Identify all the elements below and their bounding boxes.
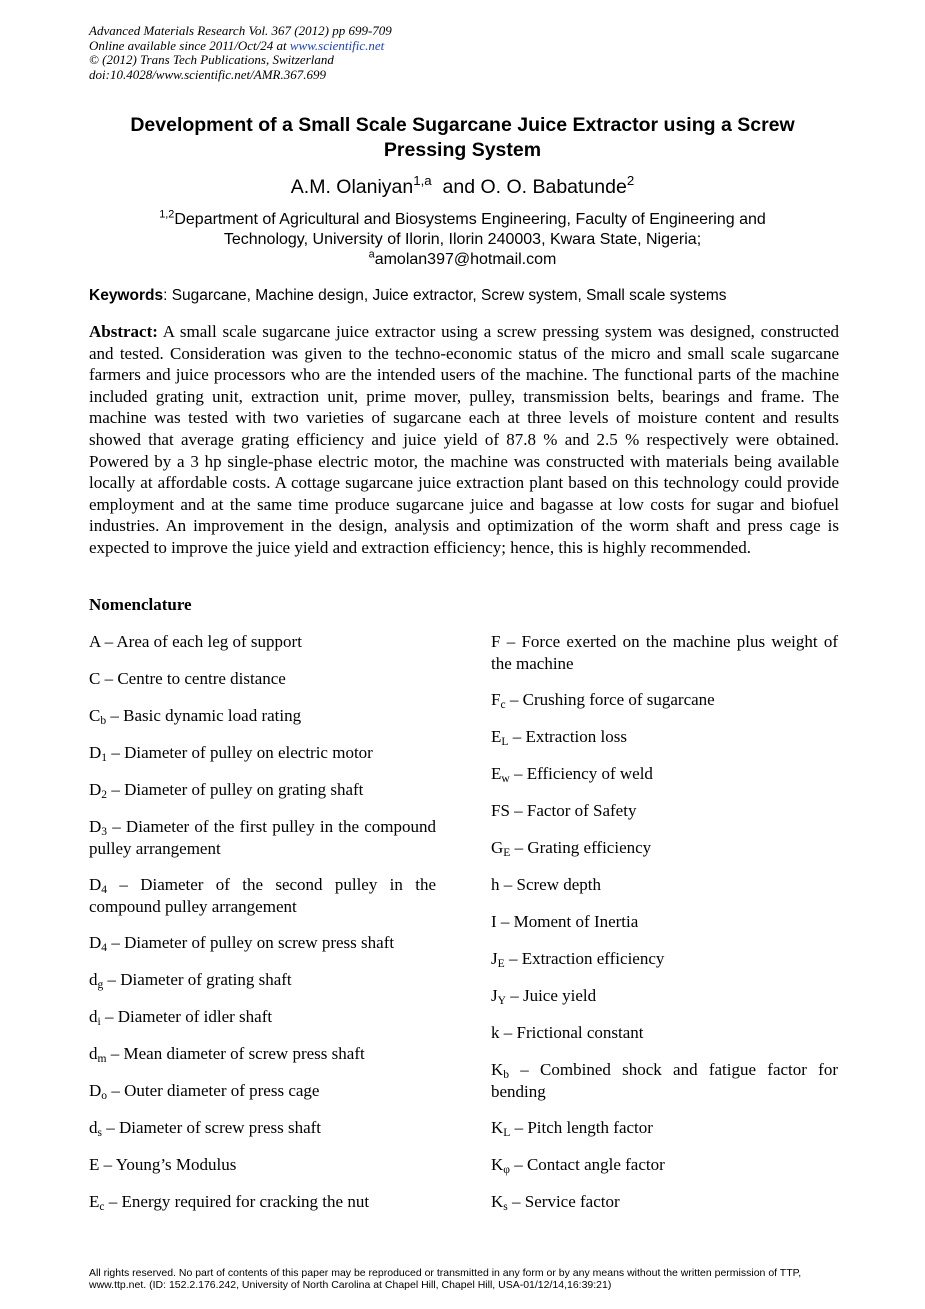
author-email[interactable]: amolan397@hotmail.com (374, 251, 557, 268)
journal-citation: Advanced Materials Research Vol. 367 (2012) pp 699-709 (89, 23, 392, 38)
online-availability (89, 39, 392, 54)
nomenclature-subscript: s (97, 1125, 102, 1139)
nomenclature-entry (89, 742, 436, 764)
nomenclature-symbol: I (491, 912, 497, 931)
nomenclature-entry (491, 948, 838, 970)
nomenclature-entry (491, 726, 838, 748)
nomenclature-entry (491, 985, 838, 1007)
nomenclature-description: – Diameter of pulley on grating shaft (107, 780, 364, 799)
keywords-label: Keywords (89, 287, 164, 304)
keywords (89, 286, 726, 306)
nomenclature-symbol: D (89, 817, 102, 836)
nomenclature-description: – Area of each leg of support (100, 632, 302, 651)
nomenclature-symbol: d (89, 1044, 98, 1063)
nomenclature-subscript: c (500, 697, 506, 711)
nomenclature-entry (491, 1117, 838, 1139)
nomenclature-entry (89, 705, 436, 727)
paper-title-line-2: Pressing System (383, 139, 542, 161)
publisher-link[interactable]: www.scientific.net (289, 37, 385, 53)
author-2-affiliation-mark: 2 (626, 173, 635, 189)
doi-line: doi:10.4028/www.scientific.net/AMR.367.699 (89, 66, 326, 82)
nomenclature-symbol: E (89, 1155, 100, 1174)
nomenclature-symbol: K (491, 1118, 504, 1137)
nomenclature-subscript: L (503, 1125, 511, 1139)
nomenclature-entry (89, 779, 436, 801)
nomenclature-description: – Frictional constant (499, 1023, 644, 1042)
nomenclature-description: – Diameter of screw press shaft (102, 1118, 322, 1137)
nomenclature-description: – Moment of Inertia (496, 912, 639, 931)
nomenclature-symbol: E (491, 727, 502, 746)
author-list (0, 174, 925, 200)
nomenclature-symbol: A (89, 632, 101, 651)
author-1-name: A.M. Olaniyan (290, 176, 414, 198)
nomenclature-entry (89, 1043, 436, 1065)
nomenclature-subscript: b (503, 1067, 510, 1081)
abstract-text: A small scale sugarcane juice extractor using a screw pressing system was designed, constructed and tested. Consideration was given to the techno-economic status of the micro and small scale sugarcane farmers and juice processors who are the intended users of the machine. The functional parts of the machine included grating unit, extraction unit, prime mover, pulley, transmission belts, bearings and frame. The machine was tested with two varieties of sugarcane each at three levels of moisture content and results showed that average grating efficiency and juice yield of 87.8 % and 2.5 % respectively were obtained. Powered by a 3 hp single-phase electric motor, the machine was constructed with materials being available locally at affordable costs. A cottage sugarcane juice extraction plant based on this technology could provide employment and at the same time produce sugarcane juice and bagasse at low costs for sugar and biofuel industries. An improvement in the design, analysis and optimization of the worm shaft and press cage is expected to improve the juice yield and extraction efficiency; hence, this is highly recommended. (89, 322, 840, 557)
nomenclature-entry (491, 1059, 838, 1103)
nomenclature-symbol: FS (491, 801, 510, 820)
nomenclature-description: – Efficiency of weld (509, 764, 653, 783)
nomenclature-subscript: Y (497, 993, 506, 1007)
nomenclature-entry (89, 631, 436, 653)
nomenclature-symbol: D (89, 743, 102, 762)
nomenclature-entry (491, 631, 838, 675)
nomenclature-entry (89, 874, 436, 918)
copyright-line: © (2012) Trans Tech Publications, Switzerland (89, 52, 334, 67)
nomenclature-description: – Diameter of grating shaft (103, 970, 292, 989)
nomenclature-entry (89, 1191, 436, 1213)
nomenclature-entry (89, 668, 436, 690)
nomenclature-subscript: E (503, 845, 511, 859)
nomenclature-description: – Diameter of idler shaft (100, 1007, 273, 1026)
nomenclature-symbol: C (89, 706, 101, 725)
nomenclature-symbol: K (491, 1060, 504, 1079)
nomenclature-entry (89, 1006, 436, 1028)
nomenclature-description: – Factor of Safety (509, 801, 637, 820)
nomenclature-symbol: D (89, 780, 102, 799)
nomenclature-subscript: 2 (101, 787, 108, 801)
nomenclature-symbol: k (491, 1023, 500, 1042)
nomenclature-description: – Extraction loss (508, 727, 627, 746)
nomenclature-symbol: E (491, 764, 502, 783)
nomenclature-description: – Contact angle factor (509, 1155, 665, 1174)
nomenclature-subscript: o (101, 1088, 108, 1102)
nomenclature-symbol: d (89, 970, 98, 989)
affiliation-line-2: Technology, University of Ilorin, Ilorin 240003, Kwara State, Nigeria; (223, 231, 702, 248)
author-2-name: and O. O. Babatunde (442, 176, 627, 198)
nomenclature-description: – Force exerted on the machine plus weight of the machine (491, 632, 838, 673)
nomenclature-subscript: i (97, 1014, 101, 1028)
footer-line-2: www.ttp.net. (ID: 152.2.176.242, University of North Carolina at Chapel Hill, Chapel Hill, USA-01/12/14,16:39:21) (89, 1278, 612, 1291)
nomenclature-description: – Service factor (507, 1192, 620, 1211)
nomenclature-subscript: 4 (101, 940, 108, 954)
nomenclature-description: – Juice yield (505, 986, 597, 1005)
nomenclature-description: – Diameter of the first pulley in the compound pulley arrangement (89, 817, 436, 858)
copyright-footer (89, 1268, 801, 1291)
nomenclature-subscript: φ (503, 1162, 510, 1176)
nomenclature-symbol: D (89, 875, 102, 894)
nomenclature-subscript: w (501, 771, 510, 785)
keywords-text: : Sugarcane, Machine design, Juice extractor, Screw system, Small scale systems (163, 287, 727, 304)
nomenclature-subscript: 3 (101, 824, 108, 838)
nomenclature-subscript: L (501, 734, 509, 748)
nomenclature-entry (89, 1117, 436, 1139)
nomenclature-heading: Nomenclature (89, 595, 192, 614)
journal-header (89, 24, 392, 82)
nomenclature-description: – Centre to centre distance (100, 669, 286, 688)
nomenclature-symbol: J (491, 986, 498, 1005)
abstract (89, 321, 839, 559)
nomenclature-symbol: d (89, 1007, 98, 1026)
email-line (60, 250, 865, 270)
nomenclature-symbol: D (89, 1081, 102, 1100)
nomenclature-symbol: d (89, 1118, 98, 1137)
nomenclature-entry (491, 911, 838, 933)
nomenclature-symbol: J (491, 949, 498, 968)
abstract-label: Abstract: (89, 322, 158, 341)
nomenclature-description: – Mean diameter of screw press shaft (106, 1044, 365, 1063)
nomenclature-entry (491, 689, 838, 711)
nomenclature-subscript: E (497, 956, 505, 970)
nomenclature-symbol: F (491, 690, 501, 709)
nomenclature-description: – Basic dynamic load rating (106, 706, 302, 725)
nomenclature-entry (89, 1080, 436, 1102)
online-availability-text: Online available since 2011/Oct/24 at (89, 37, 290, 53)
nomenclature-subscript: 4 (101, 882, 108, 896)
nomenclature-entry (491, 837, 838, 859)
nomenclature-entry (491, 800, 838, 822)
nomenclature-description: – Diameter of pulley on screw press shaft (107, 933, 395, 952)
email-mark: a (368, 248, 375, 261)
nomenclature-symbol: h (491, 875, 500, 894)
nomenclature-description: – Screw depth (499, 875, 602, 894)
nomenclature-subscript: g (97, 977, 104, 991)
author-1-affiliation-mark: 1,a (413, 173, 432, 189)
nomenclature-symbol: C (89, 669, 101, 688)
nomenclature-description: – Extraction efficiency (504, 949, 665, 968)
nomenclature-symbol: G (491, 838, 504, 857)
nomenclature-entry (491, 763, 838, 785)
paper-title (60, 113, 865, 163)
nomenclature-subscript: c (99, 1199, 105, 1213)
affiliation-line-1 (60, 210, 865, 230)
nomenclature-entry (491, 1022, 838, 1044)
nomenclature-symbol: E (89, 1192, 100, 1211)
affiliation-text-1: Department of Agricultural and Biosystems Engineering, Faculty of Engineering and (174, 211, 766, 228)
nomenclature-description: – Outer diameter of press cage (107, 1081, 320, 1100)
nomenclature-symbol: K (491, 1192, 504, 1211)
nomenclature-description: – Pitch length factor (510, 1118, 653, 1137)
nomenclature-entry (491, 1154, 838, 1176)
nomenclature-entry (491, 874, 838, 896)
affiliation-block (60, 210, 865, 270)
nomenclature-subscript: m (97, 1051, 107, 1065)
footer-line-1: All rights reserved. No part of contents of this paper may be reproduced or transmitted in any form or by any means without the written permission of TTP, (89, 1267, 802, 1279)
nomenclature-entry (491, 1191, 838, 1213)
nomenclature-subscript: s (503, 1199, 508, 1213)
nomenclature-entry (89, 1154, 436, 1176)
nomenclature-description: – Diameter of pulley on electric motor (107, 743, 373, 762)
nomenclature-description: – Grating efficiency (510, 838, 652, 857)
nomenclature-subscript: 1 (101, 750, 108, 764)
nomenclature-description: – Energy required for cracking the nut (104, 1192, 370, 1211)
affiliation-mark: 1,2 (159, 208, 175, 221)
nomenclature-description: – Diameter of the second pulley in the compound pulley arrangement (89, 875, 436, 916)
paper-title-line-1: Development of a Small Scale Sugarcane Juice Extractor using a Screw (130, 114, 795, 136)
nomenclature-entry (89, 969, 436, 991)
nomenclature-entry (89, 816, 436, 860)
nomenclature-description: – Combined shock and fatigue factor for bending (491, 1060, 838, 1101)
nomenclature-symbol: D (89, 933, 102, 952)
nomenclature-description: – Young’s Modulus (99, 1155, 237, 1174)
nomenclature-description: – Crushing force of sugarcane (505, 690, 715, 709)
nomenclature-symbol: F (491, 632, 501, 651)
nomenclature-symbol: K (491, 1155, 504, 1174)
nomenclature-subscript: b (100, 713, 107, 727)
nomenclature-entry (89, 932, 436, 954)
